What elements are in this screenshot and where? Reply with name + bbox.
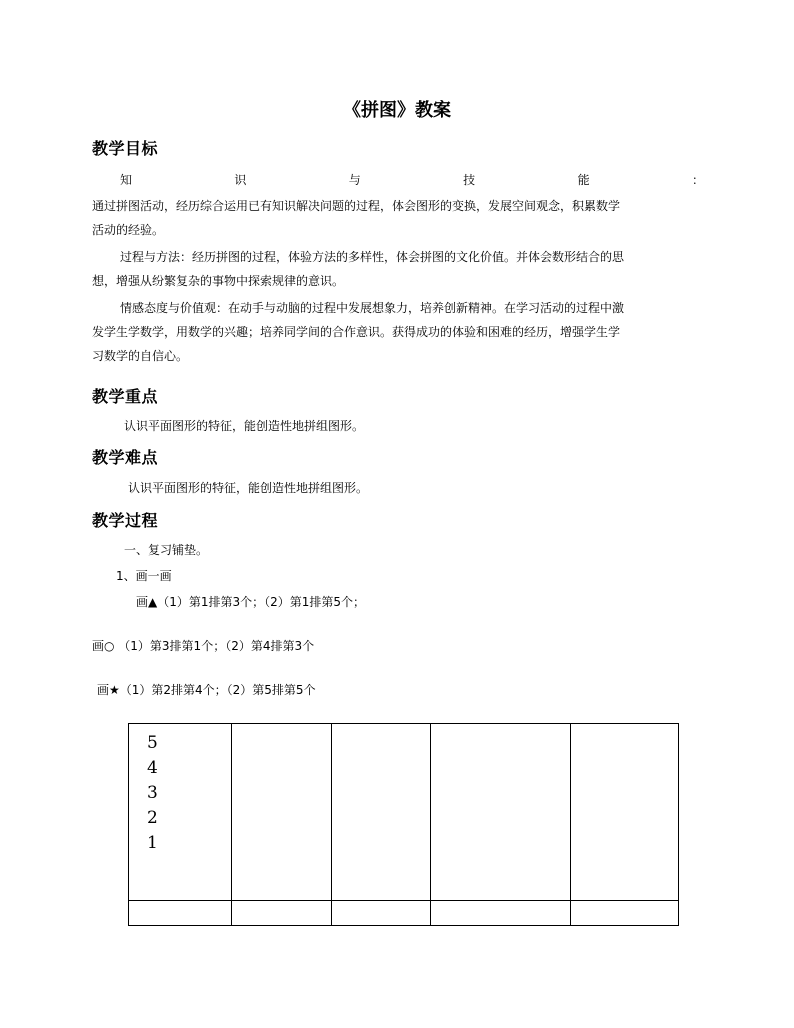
paragraph-line: 活动的经验。 (92, 223, 165, 237)
knowledge-char: ： (691, 173, 704, 187)
knowledge-char: 识 (234, 173, 247, 187)
knowledge-paragraph (92, 194, 704, 242)
grid-cell (571, 724, 679, 901)
knowledge-char: 能 (577, 173, 590, 187)
grid-cell (129, 901, 232, 926)
knowledge-char: 与 (348, 173, 361, 187)
process-method-paragraph (92, 245, 704, 293)
drawing-grid-table (128, 723, 679, 926)
row-numbers (129, 724, 231, 856)
grid-cell (332, 901, 431, 926)
paragraph-line: 情感态度与价值观：在动手与动脑的过程中发展想象力，培养创新精神。在学习活动的过程中激 (120, 301, 625, 315)
grid-cell (332, 724, 431, 901)
paragraph-line: 过程与方法：经历拼图的过程，体验方法的多样性，体会拼图的文化价值。并体会数形结合的思 (120, 250, 625, 264)
row-label-cell (129, 724, 232, 901)
heading-key-points: 教学重点 (92, 387, 159, 406)
paragraph-line: 通过拼图活动，经历综合运用已有知识解决问题的过程，体会图形的变换，发展空间观念，积累数学 (92, 199, 621, 213)
row-number: 3 (147, 783, 158, 803)
emotion-attitude-paragraph (92, 296, 704, 368)
heading-difficulties: 教学难点 (92, 448, 159, 467)
grid-cell (431, 724, 571, 901)
grid-cell (571, 901, 679, 926)
table-row (129, 724, 679, 901)
row-number: 5 (147, 733, 158, 753)
row-number: 1 (147, 833, 158, 853)
key-points-text: 认识平面图形的特征，能创造性地拼组图形。 (124, 419, 365, 433)
grid-cell (232, 724, 332, 901)
document-title: 《拼图》教案 (343, 100, 451, 121)
row-number: 4 (147, 758, 158, 778)
instruction-circle: 画○ （1）第3排第1个；（2）第4排第3个 (92, 639, 315, 653)
instruction-star: 画★（1）第2排第4个；（2）第5排第5个 (97, 683, 316, 697)
paragraph-line: 想，增强从纷繁复杂的事物中探索规律的意识。 (92, 274, 345, 288)
row-number: 2 (147, 808, 158, 828)
grid-cell (232, 901, 332, 926)
knowledge-char: 技 (463, 173, 476, 187)
heading-teaching-goals: 教学目标 (92, 139, 159, 158)
instruction-triangle: 画▲（1）第1排第3个；（2）第1排第5个； (136, 595, 366, 609)
difficulties-text: 认识平面图形的特征，能创造性地拼组图形。 (128, 481, 369, 495)
knowledge-char: 知 (120, 173, 133, 187)
heading-teaching-process: 教学过程 (92, 511, 159, 530)
paragraph-line: 发学生学数学，用数学的兴趣；培养同学间的合作意识。获得成功的体验和困难的经历，增强学生学 (92, 325, 621, 339)
table-row (129, 901, 679, 926)
step-review: 一、复习铺垫。 (124, 543, 209, 557)
knowledge-skill-label (92, 168, 704, 192)
grid-cell (431, 901, 571, 926)
paragraph-line: 习数学的自信心。 (92, 349, 189, 363)
sub-step-draw: 1、画一画 (116, 569, 172, 583)
